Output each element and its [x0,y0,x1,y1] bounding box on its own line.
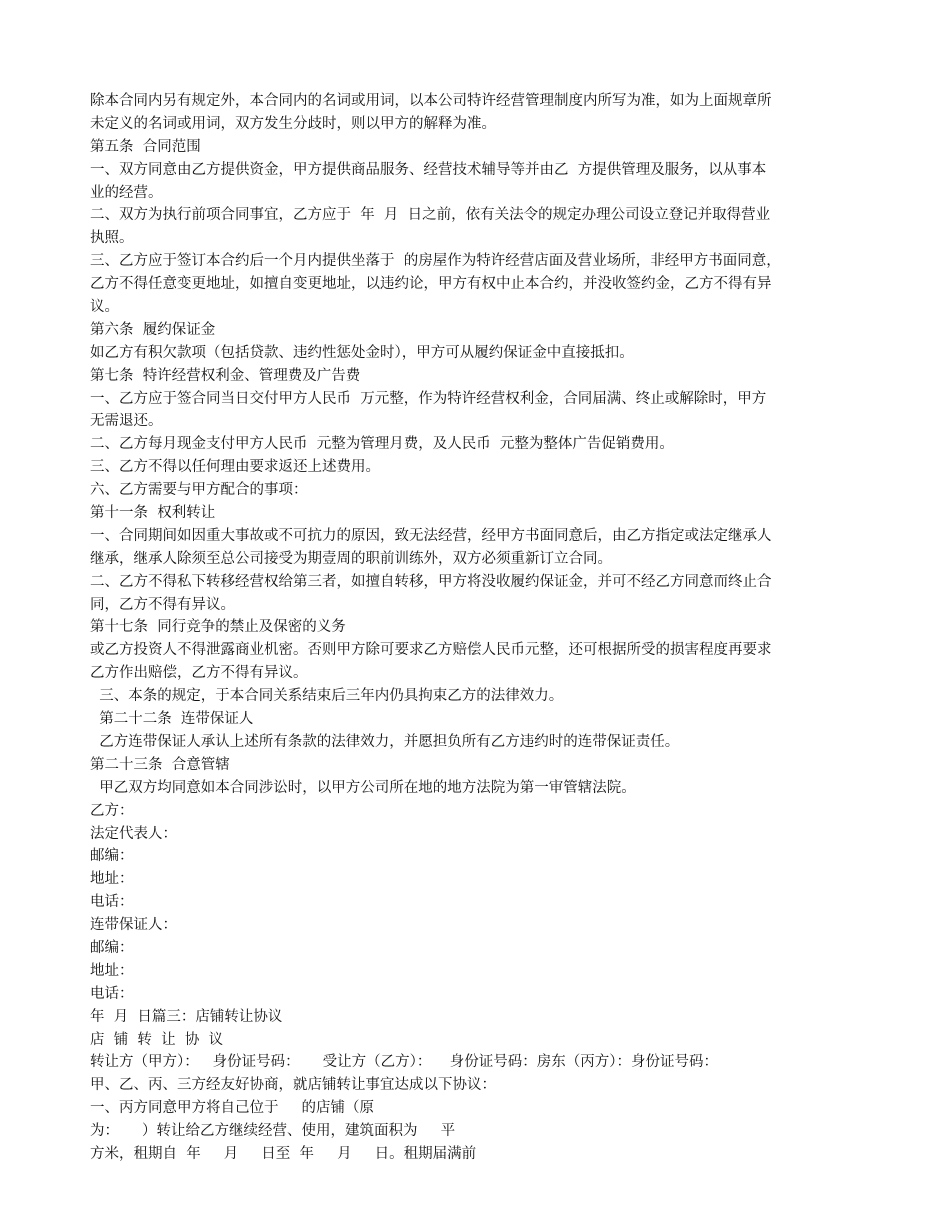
text-line: 无需退还。 [90,413,163,430]
text-line: 业的经营。 [90,184,163,201]
text-line: 一、丙方同意甲方将自己位于 的店铺（原 [90,1100,375,1117]
text-line: 一、乙方应于签合同当日交付甲方人民币 万元整，作为特许经营权利金，合同届满、终止或解除时，甲方 [90,390,767,407]
text-line: 同，乙方不得有异议。 [90,596,235,613]
text-line: 除本合同内另有规定外，本合同内的名词或用词，以本公司特许经营管理制度内所写为准，如为上面规章所 [90,93,772,109]
section-heading: 第六条 履约保证金 [90,321,216,338]
text-line: 为： ）转让给乙方继续经营、使用，建筑面积为 平 [90,1123,456,1140]
section-heading: 第五条 合同范围 [90,138,201,155]
text-line: 年 月 日篇三：店铺转让协议 [90,1008,283,1025]
text-line: 继承，继承人除须至总公司接受为期壹周的职前训练外，双方必须重新订立合同。 [90,550,612,567]
signature-field: 地址： [90,871,134,888]
signature-field: 邮编： [90,939,134,956]
text-line: 一、双方同意由乙方提供资金，甲方提供商品服务、经营技术辅导等并由乙 方提供管理及服务，以从事本 [90,161,767,178]
signature-field: 电话： [90,985,134,1002]
signature-field: 邮编： [90,848,134,865]
text-line: 乙方连带保证人承认上述所有条款的法律效力，并愿担负所有乙方违约时的连带保证责任。 [90,733,680,750]
text-line: 三、乙方不得以任何理由要求返还上述费用。 [90,459,380,476]
text-line: 如乙方有积欠款项（包括贷款、违约性惩处金时），甲方可从履约保证金中直接抵扣。 [90,344,634,361]
text-line: 二、乙方不得私下转移经营权给第三者，如擅自转移，甲方将没收履约保证金，并可不经乙方同意而终止合 [90,573,772,590]
section-heading: 第十一条 权利转让 [90,505,216,522]
signature-field: 连带保证人： [90,917,177,934]
document-page [90,90,865,1166]
section-heading: 第七条 特许经营权利金、管理费及广告费 [90,367,361,384]
text-line: 转让方（甲方）： 身份证号码： 受让方（乙方）： 身份证号码：房东（丙方）：身份证号码： [90,1054,719,1071]
text-line: 二、双方为执行前项合同事宜，乙方应于 年 月 日之前，依有关法令的规定办理公司设立登记并取得营业 [90,207,771,224]
text-line: 执照。 [90,230,134,247]
section-heading: 第十七条 同行竞争的禁止及保密的义务 [90,619,346,636]
signature-field: 地址： [90,962,134,979]
section-heading: 第二十二条 连带保证人 [90,711,254,728]
signature-field: 电话： [90,894,134,911]
signature-field: 法定代表人： [90,825,177,842]
text-line: 或乙方投资人不得泄露商业机密。否则甲方除可要求乙方赔偿人民币元整，还可根据所受的损害程度再要求 [90,642,772,659]
text-line: 三、乙方应于签订本合约后一个月内提供坐落于 的房屋作为特许经营店面及营业场所，非经甲方书面同意， [90,253,781,270]
agreement-title: 店 铺 转 让 协 议 [90,1031,224,1048]
text-line: 一、合同期间如因重大事故或不可抗力的原因，致无法经营，经甲方书面同意后，由乙方指定或法定继承人 [90,527,772,544]
text-line: 乙方作出赔偿，乙方不得有异议。 [90,665,308,682]
text-line: 议。 [90,299,119,316]
text-line: 三、本条的规定，于本合同关系结束后三年内仍具拘束乙方的法律效力。 [90,688,564,705]
signature-field: 乙方： [90,802,134,819]
text-line: 甲、乙、丙、三方经友好协商，就店铺转让事宜达成以下协议： [90,1077,496,1094]
section-heading: 第二十三条 合意管辖 [90,756,230,773]
text-line: 六、乙方需要与甲方配合的事项： [90,482,308,499]
text-line: 方米，租期自 年 月 日至 年 月 日。租期届满前 [90,1145,477,1162]
text-line: 二、乙方每月现金支付甲方人民币 元整为管理月费，及人民币 元整为整体广告促销费用。 [90,436,674,453]
text-line: 乙方不得任意变更地址，如擅自变更地址，以违约论，甲方有权中止本合约，并没收签约金，乙方不得有异 [90,276,772,293]
text-line: 甲乙双方均同意如本合同涉讼时，以甲方公司所在地的地方法院为第一审管辖法院。 [90,779,636,796]
text-line: 未定义的名词或用词，双方发生分歧时，则以甲方的解释为准。 [90,115,496,132]
